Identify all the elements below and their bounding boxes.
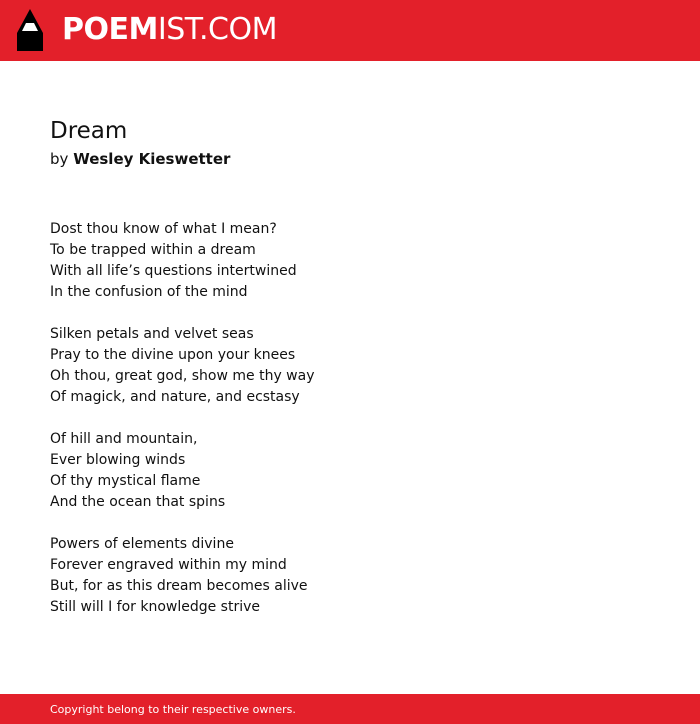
poem-line: Of hill and mountain, bbox=[50, 431, 198, 447]
poem-line: To be trapped within a dream bbox=[50, 242, 256, 258]
poem-line: Dost thou know of what I mean? bbox=[50, 221, 277, 237]
stanza bbox=[50, 534, 650, 618]
poem-line: Of thy mystical flame bbox=[50, 473, 201, 489]
stanza bbox=[50, 219, 650, 303]
poem-line: Silken petals and velvet seas bbox=[50, 326, 254, 342]
poem-line: Powers of elements divine bbox=[50, 536, 234, 552]
poem-author: Wesley Kieswetter bbox=[73, 150, 231, 168]
poem-line: Still will I for knowledge strive bbox=[50, 599, 261, 615]
poem-line: Forever engraved within my mind bbox=[50, 557, 287, 573]
poem-body bbox=[50, 219, 650, 639]
poem-line: Ever blowing winds bbox=[50, 452, 186, 468]
stanza bbox=[50, 429, 650, 513]
poem-line: And the ocean that spins bbox=[50, 494, 226, 510]
site-logo-text[interactable] bbox=[62, 12, 277, 48]
poem-title: Dream bbox=[50, 118, 128, 144]
poem-line: But, for as this dream becomes alive bbox=[50, 578, 308, 594]
poem-byline bbox=[50, 149, 230, 169]
stanza bbox=[50, 324, 650, 408]
by-label: by bbox=[50, 150, 69, 168]
poem-line: Pray to the divine upon your knees bbox=[50, 347, 296, 363]
brand-bold: POEM bbox=[62, 12, 158, 47]
site-header bbox=[0, 0, 700, 61]
brand-light: IST.COM bbox=[157, 12, 277, 47]
poem-line: With all life’s questions intertwined bbox=[50, 263, 297, 279]
copyright-notice: Copyright belong to their respective owners. bbox=[50, 703, 296, 716]
pencil-icon[interactable] bbox=[17, 9, 43, 51]
poem-line: In the confusion of the mind bbox=[50, 284, 248, 300]
poem-line: Of magick, and nature, and ecstasy bbox=[50, 389, 300, 405]
poem-line: Oh thou, great god, show me thy way bbox=[50, 368, 315, 384]
site-footer bbox=[0, 694, 700, 724]
